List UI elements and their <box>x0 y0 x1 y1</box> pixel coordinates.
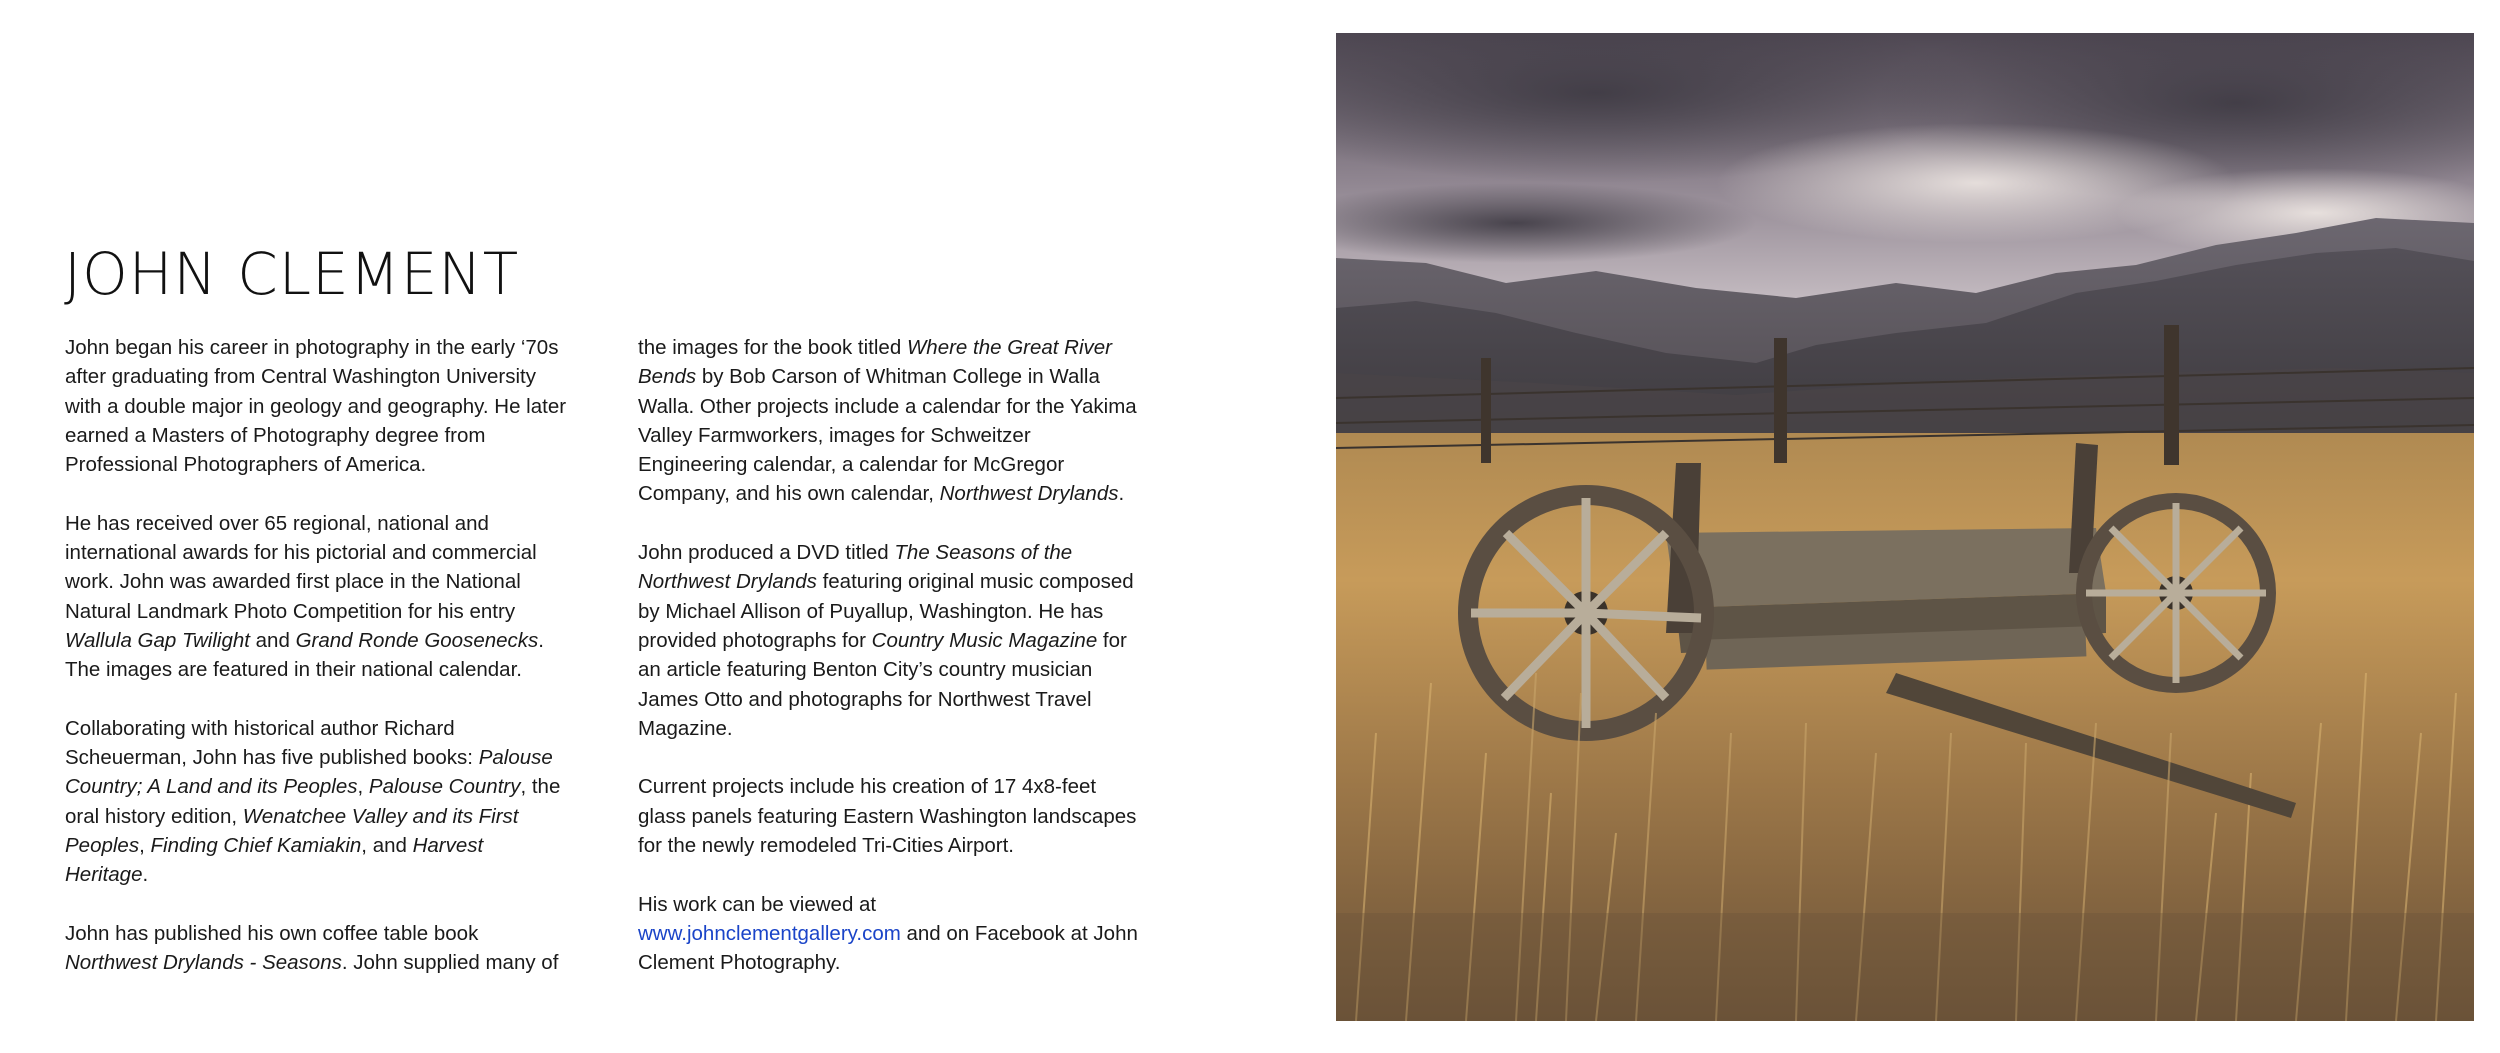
work-title: Wallula Gap Twilight <box>65 628 250 652</box>
book-title: Harvest Heritage <box>65 834 484 887</box>
bio-paragraph-4 <box>65 919 571 978</box>
text-column-right <box>638 333 1144 1007</box>
bio-text: John began his career in photography in the early ‘70s after graduating from Central Washington University with a double major in geology and geography. He later earned a Masters of Photography degree from Professional Photographers of America. <box>65 336 567 477</box>
bio-text: and <box>249 628 296 652</box>
book-title: Northwest Drylands - Seasons <box>65 951 342 975</box>
bio-text: Collaborating with historical author Richard Scheuerman, John has five published books: <box>65 716 479 770</box>
bio-text: , <box>139 834 151 858</box>
bio-text: , and <box>361 834 413 858</box>
bio-text: the images for the book titled <box>638 336 907 359</box>
book-title: Finding Chief Kamiakin <box>150 834 362 858</box>
book-title: Palouse Country; A Land and its Peoples <box>65 746 553 799</box>
bio-text: . <box>142 863 149 887</box>
bio-text: Current projects include his creation of 17 4x8-feet glass panels featuring Eastern Washington landscapes for the newly remodeled Tri-Cities Airport. <box>638 775 1137 858</box>
bio-text: by Bob Carson of Whitman College in Walla Walla. Other projects include a calendar for the Yakima Valley Farmworkers, images for Schweitzer Engineering calendar, a calendar for McGregor Company, and his own calendar, <box>638 365 1137 506</box>
bio-text: He has received over 65 regional, national and international awards for his pictorial and commercial work. John was awarded first place in the National Natural Landmark Photo Competition for his entry <box>65 511 537 623</box>
bio-text: and on Facebook at John Clement Photography. <box>638 921 1138 975</box>
book-title: Palouse Country <box>368 775 521 799</box>
bio-paragraph-8 <box>638 890 1144 978</box>
photo-artwork <box>1336 33 2474 1021</box>
bio-text: . <box>1118 482 1125 506</box>
bio-paragraph-1 <box>65 333 571 479</box>
bio-paragraph-2 <box>65 509 571 685</box>
bio-text: , the oral history edition, <box>65 775 561 828</box>
bio-text: . John supplied many of <box>341 951 559 975</box>
calendar-title: Northwest Drylands <box>939 482 1119 506</box>
book-title: Where the Great River Bends <box>638 336 1113 389</box>
bio-text: , <box>357 775 369 799</box>
bio-text: . The images are featured in their national calendar. <box>65 628 544 682</box>
bio-text: for an article featuring Benton City’s country musician James Otto and photographs for Northwest Travel Magazine. <box>638 628 1127 740</box>
work-title: Grand Ronde Goosenecks <box>295 628 539 652</box>
bio-paragraph-6 <box>638 538 1144 743</box>
bio-paragraph-5 <box>638 333 1144 509</box>
bio-text: John produced a DVD titled <box>638 541 895 565</box>
bio-paragraph-3 <box>65 714 571 890</box>
page-title: JOHN CLEMENT <box>64 240 520 308</box>
bio-text: featuring original music composed by Michael Allison of Puyallup, Washington. He has provided photographs for <box>638 570 1134 652</box>
bio-text: His work can be viewed at <box>638 892 877 916</box>
bio-text: John has published his own coffee table book <box>65 921 479 945</box>
dvd-title: The Seasons of the Northwest Drylands <box>638 541 1073 594</box>
wagon-landscape-photo <box>1336 33 2474 1021</box>
text-column-left <box>65 333 571 1007</box>
bio-paragraph-7 <box>638 772 1144 860</box>
gallery-website-link[interactable]: www.johnclementgallery.com <box>638 921 901 945</box>
magazine-title: Country Music Magazine <box>871 628 1098 652</box>
book-title: Wenatchee Valley and its First Peoples <box>65 804 519 858</box>
